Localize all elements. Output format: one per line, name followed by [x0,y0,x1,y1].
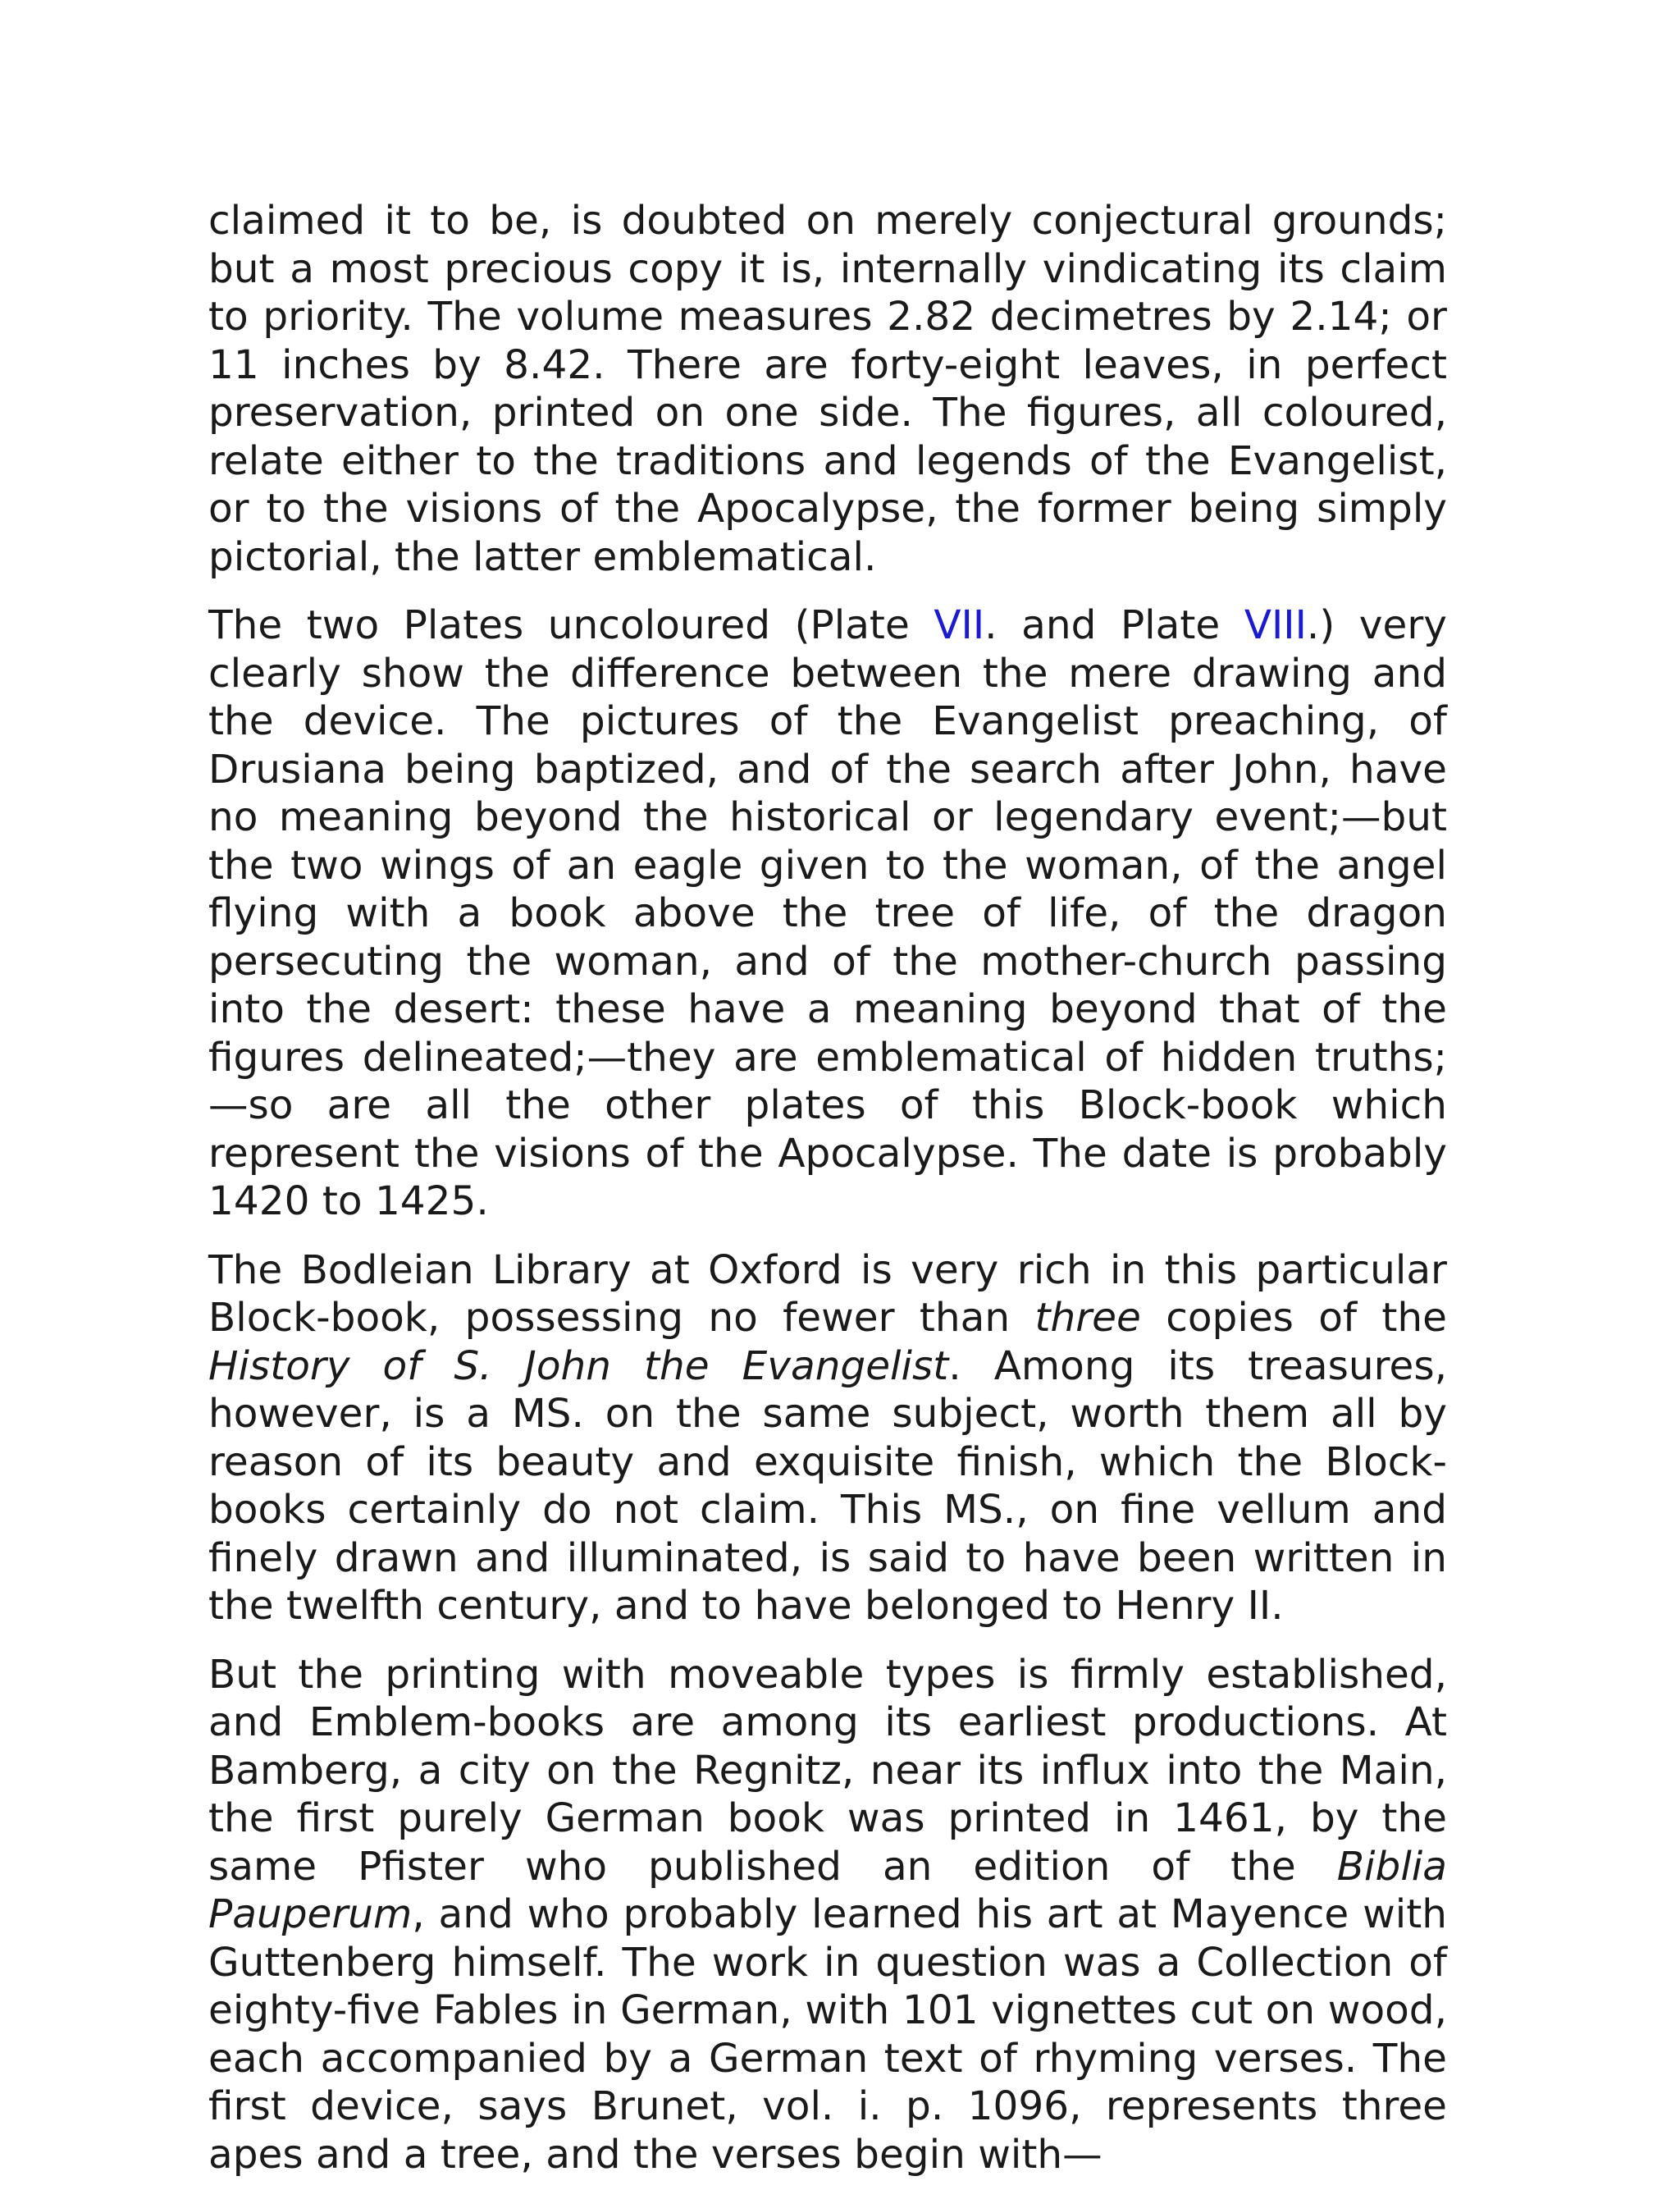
paragraph-1 [208,197,1447,581]
book-title: History of S. John the Evangelist [208,1342,949,1389]
paragraph-text: . Among its treasures, however, is a MS. on the same subject, worth them all by reason of its beauty and exquisite finish, which the Block-books certainly do not claim. This MS., on fine vellum and finely drawn and illuminated, is said to have been written in the twelfth century, and to have belonged to Henry II. [208,1342,1447,1629]
paragraph-text: The Bodleian Library at Oxford is very rich in this particular Block-book, possessing no fewer than [208,1246,1447,1341]
plate-viii-link[interactable]: VIII [1244,602,1307,648]
paragraph-text: . and Plate [984,602,1244,648]
paragraph-text: copies of the [1140,1295,1447,1341]
book-title: Biblia Pauperum [208,1843,1447,1937]
plate-vii-link[interactable]: VII [934,602,985,648]
paragraph-3 [208,1246,1447,1630]
page-text [208,197,1447,2199]
paragraph-text: But the printing with moveable types is firmly established, and Emblem-books are among its earliest productions. At Bamberg, a city on the Regnitz, near its influx into the Main, the first purely German book was printed in 1461, by the same Pfister who published an edition of the [208,1651,1447,1890]
paragraph-2 [208,601,1447,1226]
paragraph-text: .) very clearly show the difference between the mere drawing and the device. The pictures of the Evangelist preaching, of Drusiana being baptized, and of the search after John, have no meaning beyond the historical or legendary event;—but the two wings of an eagle given to the woman, of the angel flying with a book above the tree of life, of the dragon persecuting the woman, and of the mother-church passing into the desert: these have a meaning beyond that of the figures delineated;—they are emblematical of hidden truths;—so are all the other plates of this Block-book which represent the visions of the Apocalypse. The date is probably 1420 to 1425. [208,602,1447,1224]
paragraph-text: The two Plates uncoloured (Plate [208,602,934,648]
paragraph-text: , and who probably learned his art at Mayence with Guttenberg himself. The work in question was a Collection of eighty-five Fables in German, with 101 vignettes cut on wood, each accompanied by a German text of rhyming verses. The first device, says Brunet, vol. i. p. 1096, represents three apes and a tree, and the verses begin with— [208,1891,1447,2178]
emphasis-text: three [1034,1295,1141,1341]
paragraph-4 [208,1651,1447,2179]
paragraph-text: claimed it to be, is doubted on merely conjectural grounds; but a most precious copy it is, internally vindicating its claim to priority. The volume measures 2.82 decimetres by 2.14; or 11 inches by 8.42. There are forty-eight leaves, in perfect preservation, printed on one side. The figures, all coloured, relate either to the traditions and legends of the Evangelist, or to the visions of the Apocalypse, the former being simply pictorial, the latter emblematical. [208,198,1447,580]
